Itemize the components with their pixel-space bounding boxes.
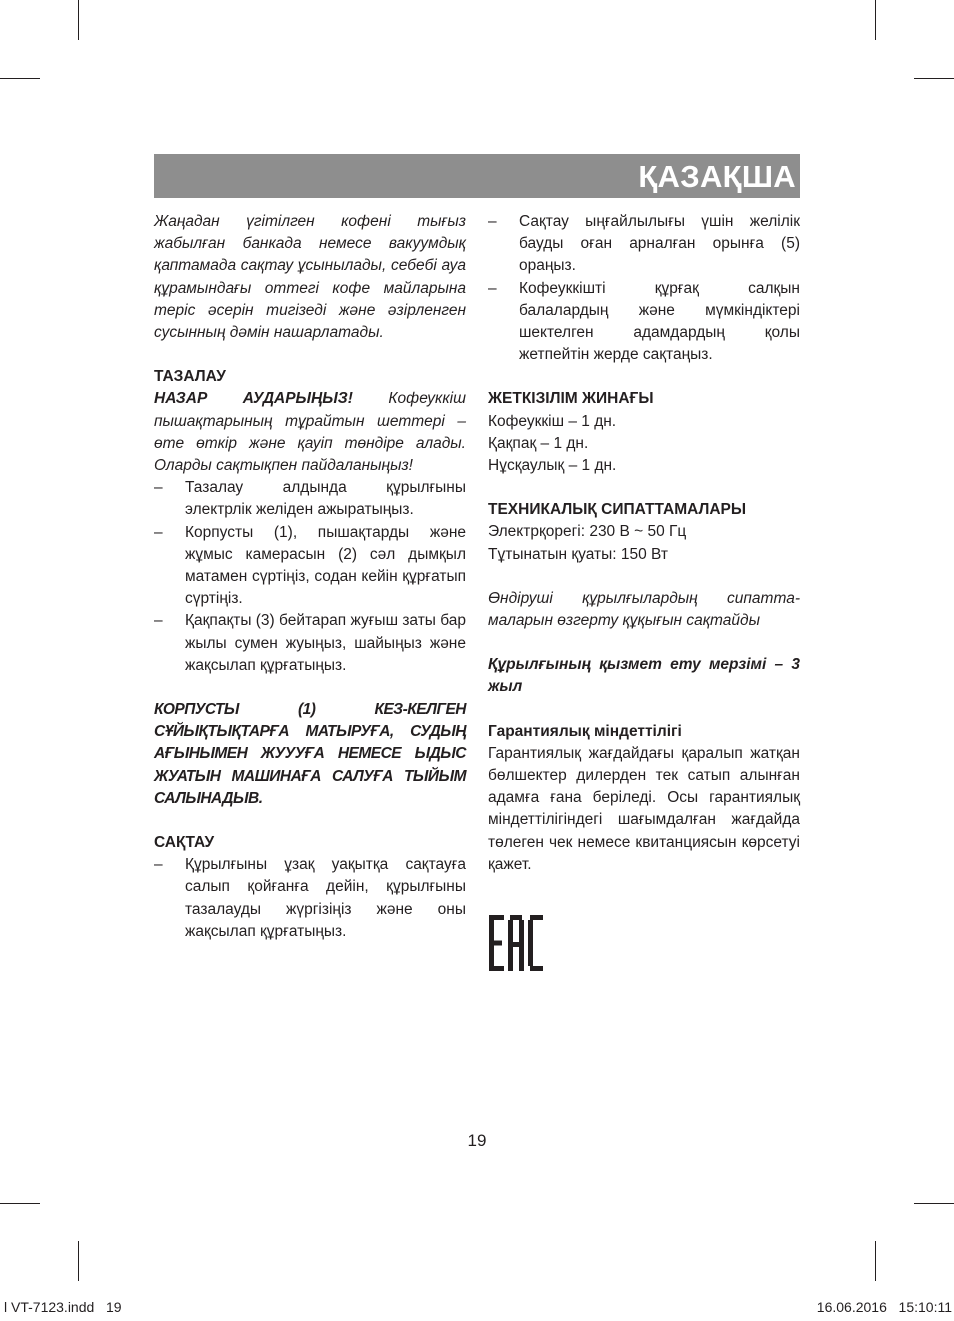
list-item	[154, 477, 466, 521]
footer-date-info: 16.06.2016 15:10:11	[816, 1299, 952, 1315]
intro-paragraph: Жаңадан үгітілген кофені тығыз жабылған банкада немесе вакуумдық қаптамада сақтау ұсынылады, себебі ауа құрамындағы оттегі кофе майларына теріс әсерін тигізеді және әзірленген сусынның дәмін нашарлатады.	[154, 213, 466, 342]
warranty-text: Гарантиялық жағдайдағы қаралып жатқан бөлшектер дилерден тек сатып алынған адамға ғана беріледі. Осы гарантиялық міндеттілігіндегі шағымдалған жағдайда төлеген чек немесе квитанциясын көрсетуі қажет.	[488, 744, 800, 873]
contents-line: Нұсқаулық – 1 дн.	[488, 457, 617, 475]
list-item	[154, 522, 466, 611]
storage-list-continued	[488, 211, 800, 366]
warning-text: Кофеуккіш пышақтарының тұрайтын шеттері – өте өткір және қауіп төндіре алады. Оларды сақтықпен пайдаланыңыз!	[154, 390, 466, 475]
list-item-text: Қақпақты (3) бейтарап жуғыш заты бар жылы сумен жуыңыз, шайыңыз және жақсылап құрғатыңыз.	[185, 612, 467, 674]
footer-file-info: l VT-7123.indd 19	[4, 1299, 122, 1315]
crop-mark	[914, 78, 954, 79]
list-item	[154, 854, 466, 943]
crop-mark	[78, 1241, 79, 1281]
list-item-text: Кофеуккішті құрғақ салқын балалардың және мүмкіндіктері шектелген адамдардың қолы жетпейтін жерде сақтаңыз.	[519, 279, 800, 364]
prohibition-notice: КОРПУСТЫ (1) КЕЗ-КЕЛГЕН СҰЙЫҚТЫҚТАРҒА МАТЫРУҒА, СУДЫҢ АҒЫНЫМЕН ЖУУУҒА НЕМЕСЕ ЫДЫС ЖУАТЫН МАШИНАҒА САЛУҒА ТЫЙЫМ САЛЫНАДЫВ.	[154, 701, 466, 807]
dash-bullet: –	[154, 856, 163, 874]
list-item	[154, 610, 466, 677]
crop-mark	[0, 1203, 40, 1204]
contents-line: Кофеуккіш – 1 дн.	[488, 412, 617, 430]
right-column	[488, 211, 800, 876]
dash-bullet: –	[154, 612, 163, 630]
list-item	[488, 211, 800, 278]
cleaning-list	[154, 477, 466, 677]
dash-bullet: –	[488, 279, 497, 297]
eac-certification-mark	[489, 915, 543, 971]
list-item	[488, 278, 800, 367]
warranty-heading: Гарантиялық міндеттілігі	[488, 722, 682, 740]
crop-mark	[875, 0, 876, 40]
cleaning-heading: ТАЗАЛАУ	[154, 368, 226, 386]
left-column	[154, 211, 466, 943]
page-number: 19	[467, 1131, 487, 1150]
list-item-text: Сақтау ыңғайлылығы үшін желілік бауды оған арналған орынға (5) ораңыз.	[519, 213, 800, 275]
dash-bullet: –	[154, 479, 163, 497]
language-header-bar	[154, 154, 800, 198]
dash-bullet: –	[154, 523, 163, 541]
crop-mark	[914, 1203, 954, 1204]
manufacturer-note: Өндіруші құрылғылардың сипатта-маларын өзгерту құқығын сақтайды	[488, 589, 800, 630]
dash-bullet: –	[488, 213, 497, 230]
specs-heading: ТЕХНИКАЛЫҚ СИПАТТАМАЛАРЫ	[488, 501, 747, 519]
storage-heading: САҚТАУ	[154, 834, 215, 852]
spec-line: Электрқорегі: 230 В ~ 50 Гц	[488, 523, 687, 541]
list-item-text: Тазалау алдында құрылғыны электрлік желіден ажыратыңыз.	[185, 479, 466, 519]
crop-mark	[875, 1241, 876, 1281]
contents-heading: ЖЕТКІЗІЛІМ ЖИНАҒЫ	[488, 390, 654, 408]
spec-line: Тұтынатын қуаты: 150 Вт	[488, 545, 668, 563]
contents-line: Қақпақ – 1 дн.	[488, 434, 589, 452]
service-life: Құрылғының қызмет ету мерзімі – 3 жыл	[488, 656, 800, 696]
list-item-text: Құрылғыны ұзақ уақытқа сақтауға салып қойғанға дейін, құрылғыны тазалауды жүргізіңіз және оны жақсылап құрғатыңыз.	[185, 856, 466, 940]
warning-label: НАЗАР АУДАРЫҢЫЗ!	[154, 390, 353, 408]
crop-mark	[0, 78, 40, 79]
language-title: ҚАЗАҚША	[638, 159, 796, 194]
storage-list	[154, 854, 466, 943]
list-item-text: Корпусты (1), пышақтарды және жұмыс камерасын (2) сәл дымқыл матамен сүртіңіз, содан кейін құрғатып сүртіңіз.	[185, 523, 466, 608]
crop-mark	[78, 0, 79, 40]
cleaning-warning	[154, 388, 466, 477]
